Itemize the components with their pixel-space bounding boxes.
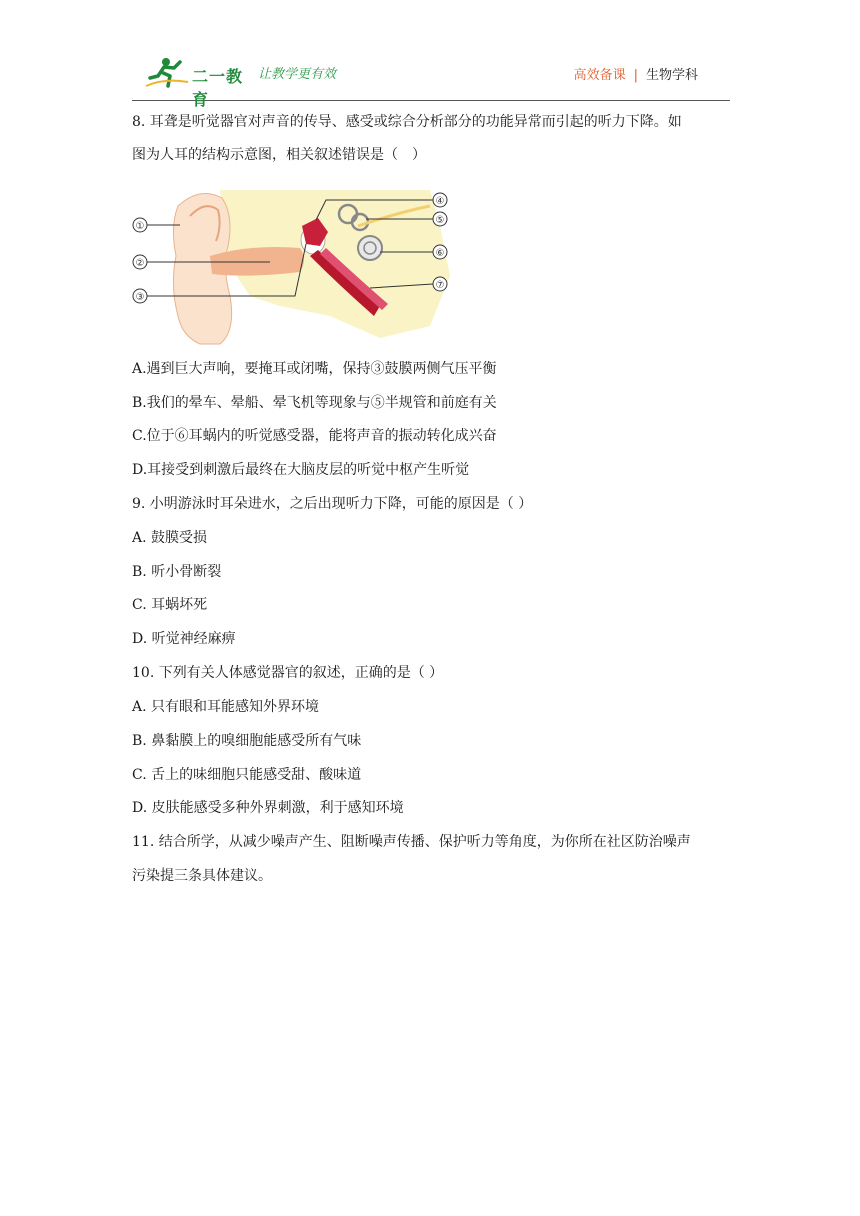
q8-option-b: B.我们的晕车、晕船、晕飞机等现象与⑤半规管和前庭有关 xyxy=(132,395,497,411)
q8-option-d: D.耳接受到刺激后最终在大脑皮层的听觉中枢产生听觉 xyxy=(132,462,470,478)
q8-option-a: A.遇到巨大声响，要掩耳或闭嘴，保持③鼓膜两侧气压平衡 xyxy=(132,361,497,377)
svg-text:①: ① xyxy=(135,221,145,232)
header-right xyxy=(574,64,698,83)
q10-option-b: B. 鼻黏膜上的嗅细胞能感受所有气味 xyxy=(132,733,362,749)
ear-structure-figure xyxy=(130,186,460,346)
q8-stem-line1: 8. 耳聋是听觉器官对声音的传导、感受或综合分析部分的功能异常而引起的听力下降。如 xyxy=(132,114,682,130)
q10-option-a: A. 只有眼和耳能感知外界环境 xyxy=(132,699,320,715)
q10-stem: 10. 下列有关人体感觉器官的叙述，正确的是（ ） xyxy=(132,665,444,681)
q9-stem: 9. 小明游泳时耳朵进水，之后出现听力下降，可能的原因是（ ） xyxy=(132,496,533,512)
svg-text:③: ③ xyxy=(135,292,145,303)
ear-diagram xyxy=(130,186,460,346)
page-header xyxy=(132,52,730,109)
q9-option-a: A. 鼓膜受损 xyxy=(132,530,208,546)
slogan: 让教学更有效 xyxy=(258,67,337,82)
q11-stem-line1: 11. 结合所学，从减少噪声产生、阻断噪声传播、保护听力等角度，为你所在社区防治噪声 xyxy=(132,834,691,850)
logo xyxy=(144,56,254,109)
runner-logo-icon xyxy=(144,56,190,90)
q8-option-c: C.位于⑥耳蜗内的听觉感受器，能将声音的振动转化成兴奋 xyxy=(132,428,497,444)
svg-text:⑦: ⑦ xyxy=(435,280,445,291)
q9-option-d: D. 听觉神经麻痹 xyxy=(132,631,236,647)
brand-name: 二一教育 xyxy=(192,67,244,109)
header-course-label: 高效备课 xyxy=(573,68,626,83)
svg-text:⑥: ⑥ xyxy=(435,248,445,259)
svg-text:④: ④ xyxy=(435,196,445,207)
q9-option-b: B. 听小骨断裂 xyxy=(132,564,222,580)
svg-text:②: ② xyxy=(135,258,145,269)
svg-text:⑤: ⑤ xyxy=(435,215,445,226)
q10-option-c: C. 舌上的味细胞只能感受甜、酸味道 xyxy=(132,767,362,783)
q10-option-d: D. 皮肤能感受多种外界刺激，利于感知环境 xyxy=(132,800,404,816)
q8-stem-line2: 图为人耳的结构示意图，相关叙述错误是（ ） xyxy=(132,147,426,163)
header-separator: | xyxy=(633,68,638,83)
q11-stem-line2: 污染提三条具体建议。 xyxy=(132,868,272,884)
header-subject-label: 生物学科 xyxy=(645,68,698,83)
q9-option-c: C. 耳蜗坏死 xyxy=(132,597,208,613)
